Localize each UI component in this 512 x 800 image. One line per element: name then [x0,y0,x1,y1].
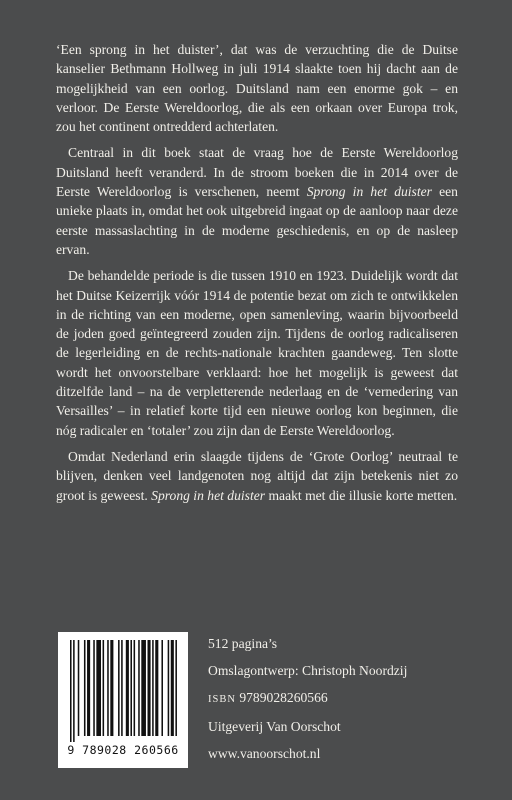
barcode-bar [171,640,174,736]
cover-design-credit: Omslagontwerp: Christoph Noordzij [208,663,408,678]
barcode-bar [93,640,95,736]
barcode-bar [126,640,129,736]
book-title-italic: Sprong in het duister [306,184,432,200]
barcode-bar [96,640,101,736]
barcode-bar [121,640,123,736]
blurb-text [56,40,458,505]
isbn-label: ISBN [208,694,236,705]
barcode-bar [175,640,177,736]
book-title-italic: Sprong in het duister [151,487,266,503]
blurb-paragraph-2-text-a: Centraal in dit boek staat de vraag hoe de Eerste Wereldoorlog Duitsland heeft veranderd. In de stroom boeken die in 2014 over de Eerste Wereldoorlog is verschenen, neemt [56,145,458,200]
barcode [58,632,188,768]
publisher: Uitgeverij Van Oorschot [208,719,341,734]
blurb-paragraph-1: ‘Een sprong in het duister’, dat was de verzuchting die de Duitse kanselier Bethmann Hollweg in juli 1914 slaakte toen hij dacht aan de mogelijkheid van een oorlog. Duitsland nam een enorme gok – en verloor. De Eerste Wereldoorlog, die als een orkaan over Europa trok, zou het continent ontredderd achterlaten. [56,42,458,135]
barcode-bar [148,640,151,736]
barcode-bar [73,640,75,742]
publisher-website: www.vanoorschot.nl [208,746,321,761]
barcode-bar [70,640,72,742]
barcode-bar [87,640,90,736]
barcode-bar [118,640,120,736]
barcode-bar [107,640,109,736]
colophon [208,630,468,767]
blurb-paragraph-2 [56,143,458,259]
barcode-bar [134,640,136,736]
isbn-value: 9789028260566 [235,690,328,705]
barcode-bar [138,640,140,736]
barcode-bar [152,640,154,736]
page-count: 512 pagina’s [208,636,278,651]
barcode-bar [155,640,158,736]
barcode-bar [103,640,105,736]
blurb-paragraph-4-text-b: maakt met die illusie korte metten. [265,487,458,503]
blurb-paragraph-2-text-b: een unieke plaats in, omdat het ook uitgebreid ingaat op de aanloop naar deze eerste massaslachting in de moderne geschiedenis, en op de nasleep ervan. [56,184,458,257]
barcode-bar [78,640,80,736]
barcode-bar [110,640,113,736]
barcode-bar [141,640,146,736]
barcode-bar [168,640,170,736]
barcode-bar [84,640,86,736]
barcode-bar [161,640,163,736]
blurb-paragraph-4 [56,447,458,505]
barcode-bars [68,640,178,742]
barcode-number: 9 789028 260566 [67,743,179,757]
blurb-paragraph-4-text-a: Omdat Nederland erin slaagde tijdens de ‘Grote Oorlog’ neutraal te blijven, denken veel landgenoten nog altijd dat zijn betekenis niet zo groot is geweest. [56,448,458,503]
barcode-bar [130,640,132,736]
isbn [208,684,468,713]
blurb-paragraph-3: De behandelde periode is die tussen 1910 en 1923. Duidelijk wordt dat het Duitse Keizerrijk vóór 1914 de potentie bezat om zich te ontwikkelen in de richting van een moderne, open samenleving, waarin bijvoorbeeld de joden goed geïntegreerd zouden zijn. Tijdens de oorlog radicaliseren de legerleiding en de rechts-nationale krachten gaandeweg. Ten slotte wordt het onvoorstelbare verklaard: hoe het mogelijk is geweest dat ditzelfde land – na de verpletterende nederlaag en de ‘vernedering van Versailles’ – in relatief korte tijd een nieuwe oorlog kon beginnen, die nóg radicaler en ‘totaler’ zou zijn dan de Eerste Wereldoorlog. [56,268,458,438]
